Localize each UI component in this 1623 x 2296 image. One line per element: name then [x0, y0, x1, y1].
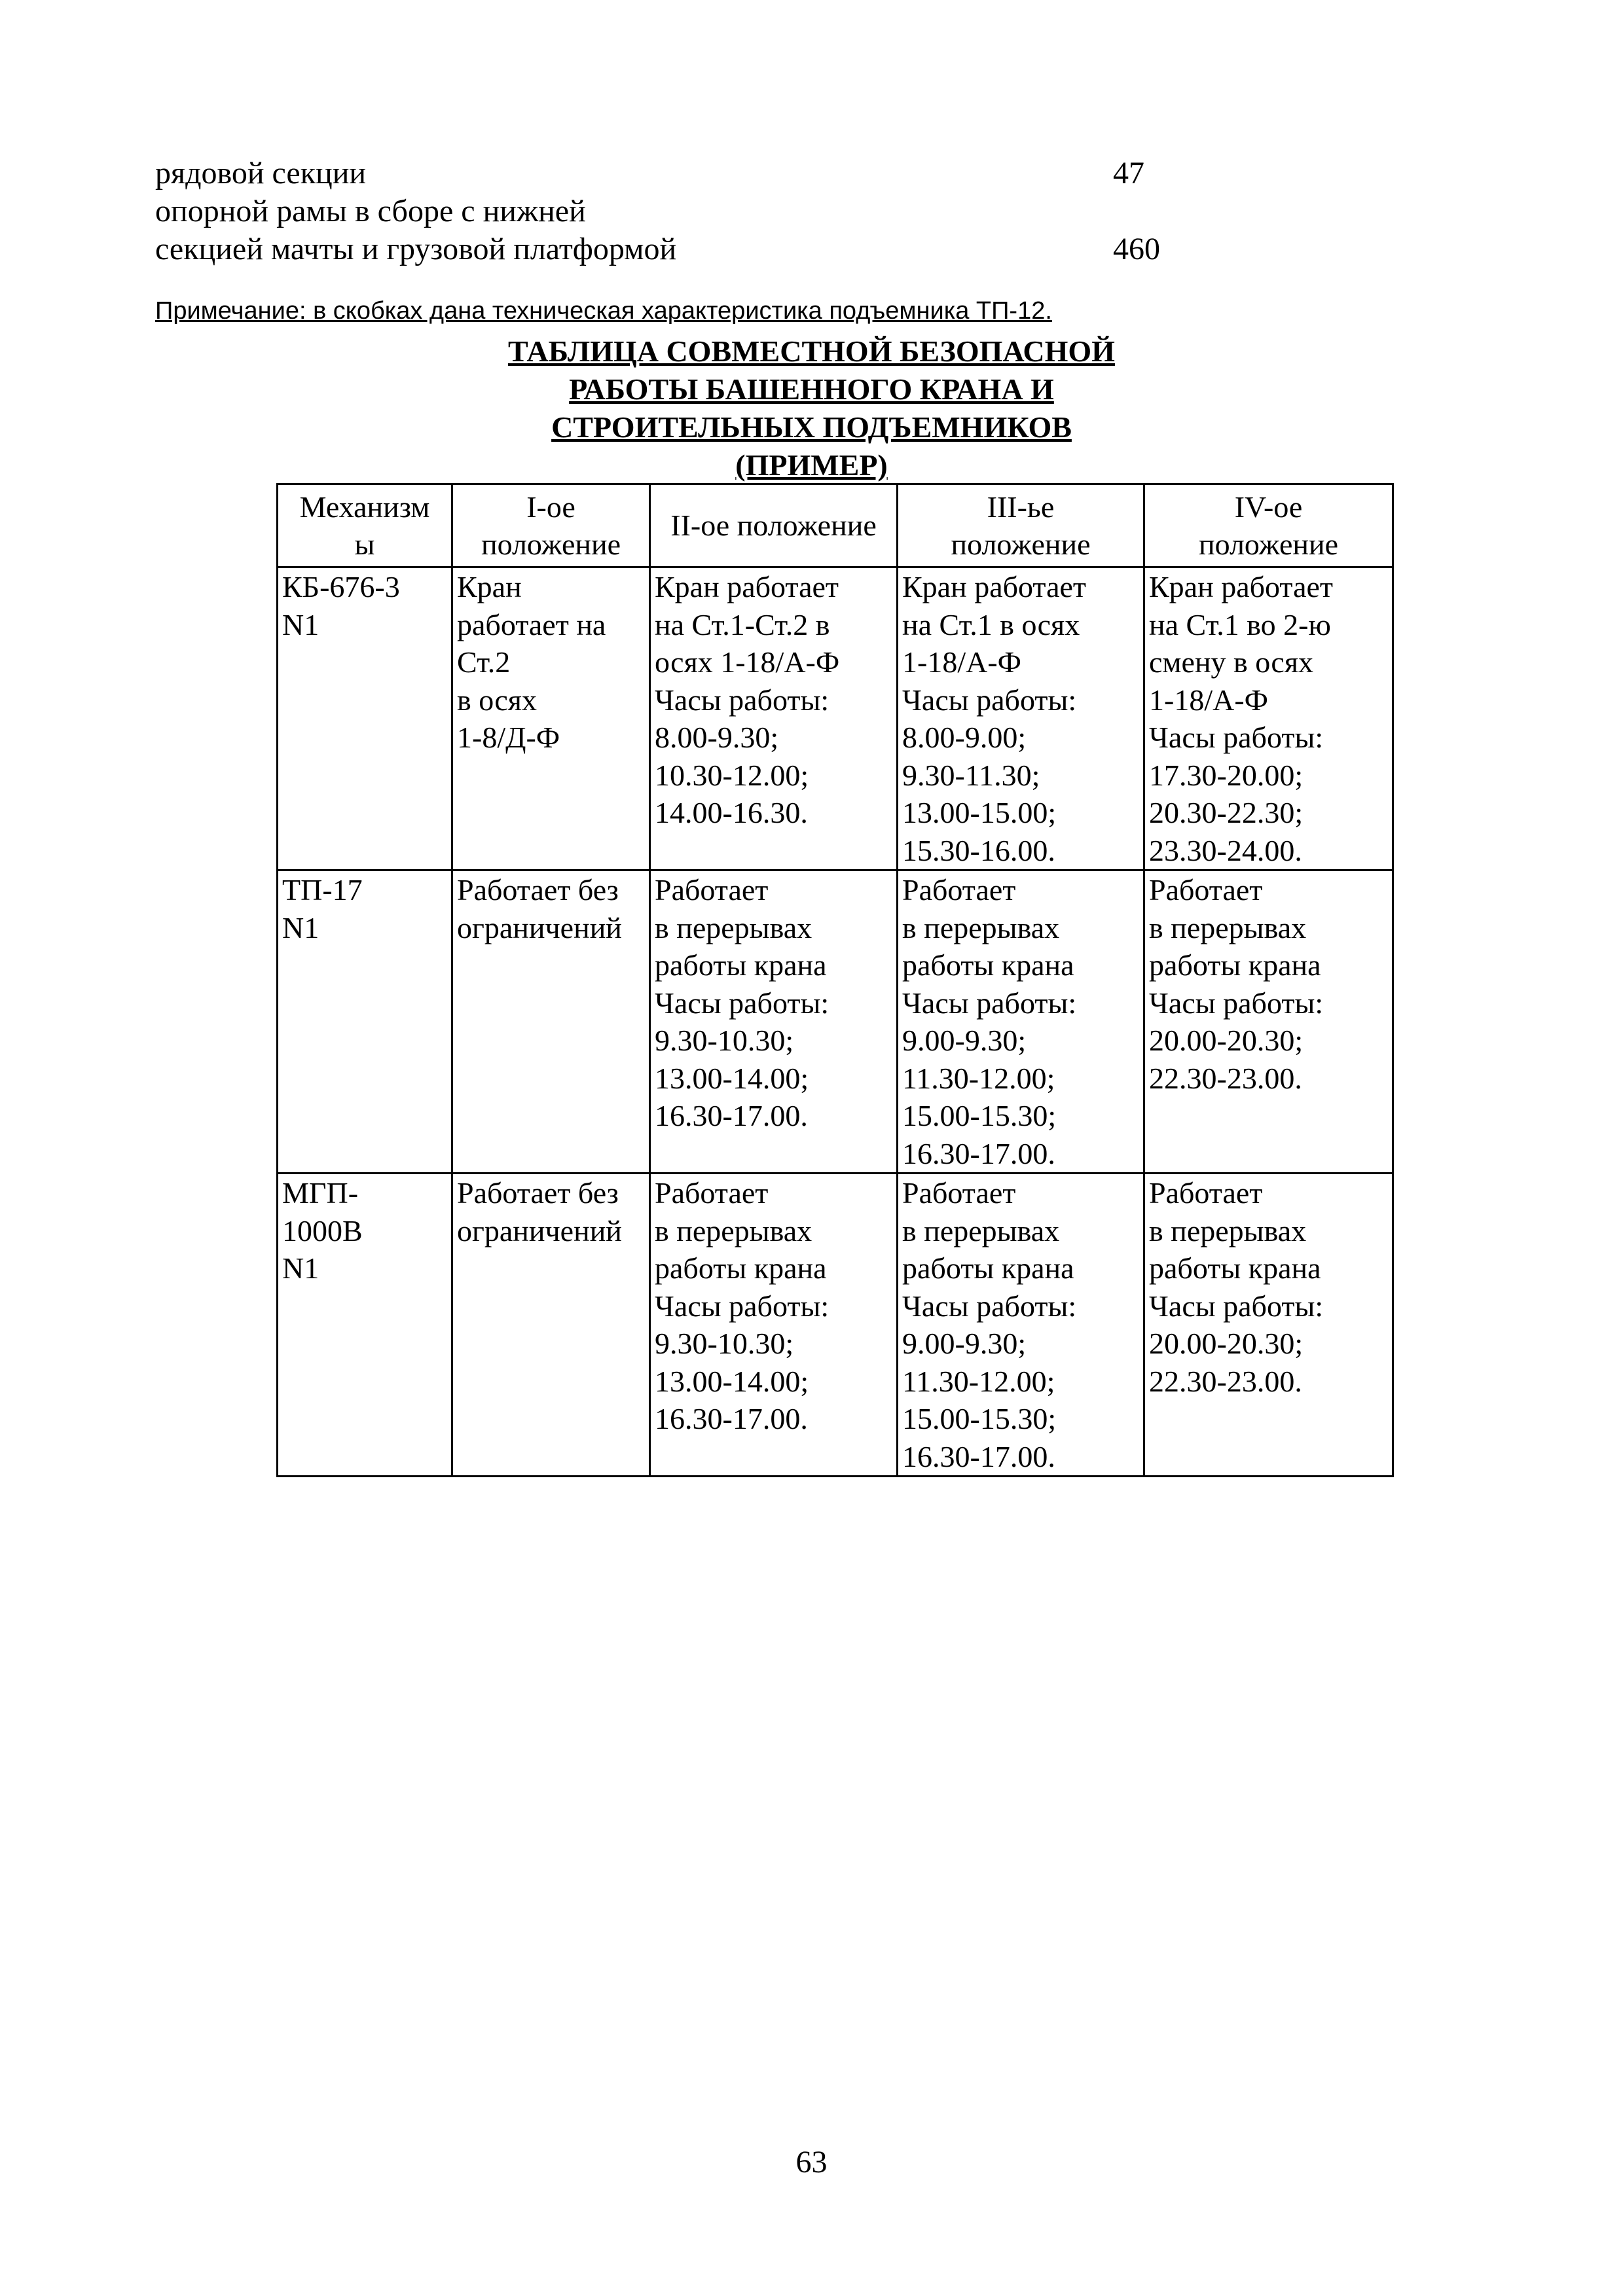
- cell-text: 13.00-15.00;: [902, 796, 1057, 829]
- cell-text: Работает: [655, 1176, 769, 1210]
- table-cell-position-1: [452, 567, 650, 870]
- table-cell-position-2: [650, 870, 898, 1174]
- cell-text: на Ст.1 в осях: [902, 607, 1080, 641]
- cell-text: в перерывах: [1149, 1213, 1307, 1247]
- cell-text: ограничений: [457, 910, 622, 944]
- table-cell-mechanism: [278, 870, 452, 1174]
- cell-text: 8.00-9.30;: [655, 721, 779, 754]
- cell-text: в перерывах: [902, 910, 1060, 944]
- cell-text: N1: [282, 607, 319, 641]
- cell-text: Часы работы:: [1149, 986, 1324, 1020]
- cell-text: Часы работы:: [902, 1289, 1077, 1323]
- cell-text: 1-18/А-Ф: [1149, 683, 1268, 717]
- cell-text: 11.30-12.00;: [902, 1061, 1055, 1095]
- cell-text: работы крана: [902, 948, 1074, 982]
- cell-text: 9.30-10.30;: [655, 1327, 794, 1360]
- cell-text: N1: [282, 1251, 319, 1285]
- cell-text: 15.00-15.30;: [902, 1099, 1057, 1132]
- cell-text: Работает: [902, 873, 1016, 906]
- cell-text: 15.00-15.30;: [902, 1402, 1057, 1435]
- table-row: [278, 870, 1393, 1174]
- cell-text: Кран: [457, 570, 522, 603]
- cell-text: N1: [282, 910, 319, 944]
- table-cell-mechanism: [278, 484, 452, 567]
- mass-item-value: 460: [1113, 232, 1160, 266]
- table-cell-position-1: [452, 484, 650, 567]
- cell-text: положение: [951, 528, 1091, 561]
- cell-text: 13.00-14.00;: [655, 1364, 809, 1398]
- table-row: [278, 1174, 1393, 1477]
- cell-text: на Ст.1-Ст.2 в: [655, 607, 830, 641]
- table-title-line: РАБОТЫ БАШЕННОГО КРАНА И: [569, 372, 1054, 406]
- cell-text: II-ое положение: [670, 509, 877, 543]
- cell-text: Работает: [1149, 873, 1263, 906]
- mass-item-value: 47: [1113, 156, 1144, 190]
- cell-text: III-ье: [987, 490, 1055, 524]
- cell-text: 14.00-16.30.: [655, 796, 808, 829]
- cell-text: в осях: [457, 683, 537, 717]
- table-cell-mechanism: [278, 1174, 452, 1477]
- table-cell-position-3: [898, 484, 1144, 567]
- cell-text: 9.00-9.30;: [902, 1024, 1027, 1057]
- cell-text: 10.30-12.00;: [655, 758, 809, 792]
- cell-text: работы крана: [655, 1251, 827, 1285]
- cell-text: осях 1-18/А-Ф: [655, 645, 840, 679]
- cell-text: 20.00-20.30;: [1149, 1327, 1304, 1360]
- cell-text: работы крана: [902, 1251, 1074, 1285]
- cell-text: Работает: [902, 1176, 1016, 1210]
- cell-text: Кран работает: [902, 570, 1087, 603]
- cell-text: Механизм: [299, 490, 430, 524]
- table-cell-position-4: [1144, 870, 1393, 1174]
- cell-text: смену в осях: [1149, 645, 1314, 679]
- cell-text: Работает без: [457, 873, 619, 906]
- cell-text: Часы работы:: [655, 986, 830, 1020]
- table-cell-position-4: [1144, 484, 1393, 567]
- cell-text: 13.00-14.00;: [655, 1061, 809, 1095]
- table-cell-position-4: [1144, 1174, 1393, 1477]
- note: Примечание: в скобках дана техническая характеристика подъемника ТП-12.: [155, 297, 1052, 325]
- cell-text: I-ое: [526, 490, 575, 524]
- cell-text: 16.30-17.00.: [655, 1402, 808, 1435]
- table-cell-position-2: [650, 1174, 898, 1477]
- cell-text: ы: [354, 528, 375, 561]
- cell-text: КБ-676-3: [282, 570, 400, 603]
- table-title-line: ТАБЛИЦА СОВМЕСТНОЙ БЕЗОПАСНОЙ: [508, 334, 1115, 368]
- cell-text: в перерывах: [655, 910, 812, 944]
- mass-item-label: секцией мачты и грузовой платформой: [155, 232, 677, 266]
- cell-text: Часы работы:: [655, 683, 830, 717]
- cell-text: Часы работы:: [1149, 721, 1324, 754]
- cell-text: в перерывах: [1149, 910, 1307, 944]
- cell-text: 1-8/Д-Ф: [457, 721, 560, 754]
- mass-item-label: опорной рамы в сборе с нижней: [155, 194, 586, 228]
- table-title-line: (ПРИМЕР): [735, 448, 888, 482]
- cell-text: работает на: [457, 607, 606, 641]
- cell-text: 8.00-9.00;: [902, 721, 1027, 754]
- table-title-line: СТРОИТЕЛЬНЫХ ПОДЪЕМНИКОВ: [551, 410, 1072, 444]
- table-row: [278, 567, 1393, 870]
- cell-text: Кран работает: [655, 570, 839, 603]
- cell-text: 11.30-12.00;: [902, 1364, 1055, 1398]
- table-cell-position-2: [650, 567, 898, 870]
- cell-text: работы крана: [1149, 948, 1321, 982]
- cell-text: 16.30-17.00.: [902, 1136, 1055, 1170]
- table-cell-position-1: [452, 870, 650, 1174]
- cell-text: 16.30-17.00.: [655, 1099, 808, 1132]
- table-cell-position-2: [650, 484, 898, 567]
- schedule-table: [276, 483, 1394, 1477]
- cell-text: 20.00-20.30;: [1149, 1024, 1304, 1057]
- cell-text: Кран работает: [1149, 570, 1334, 603]
- cell-text: Часы работы:: [1149, 1289, 1324, 1323]
- cell-text: на Ст.1 во 2-ю: [1149, 607, 1331, 641]
- cell-text: работы крана: [1149, 1251, 1321, 1285]
- table-header-row: [278, 484, 1393, 567]
- mass-item-label: рядовой секции: [155, 156, 367, 190]
- cell-text: Часы работы:: [655, 1289, 830, 1323]
- cell-text: 9.00-9.30;: [902, 1327, 1027, 1360]
- cell-text: МГП-: [282, 1176, 359, 1210]
- table-cell-position-3: [898, 567, 1144, 870]
- table-cell-position-1: [452, 1174, 650, 1477]
- cell-text: 23.30-24.00.: [1149, 833, 1302, 867]
- cell-text: Работает: [655, 873, 769, 906]
- cell-text: 15.30-16.00.: [902, 833, 1055, 867]
- table-cell-position-3: [898, 1174, 1144, 1477]
- cell-text: 22.30-23.00.: [1149, 1364, 1302, 1398]
- cell-text: в перерывах: [902, 1213, 1060, 1247]
- cell-text: Работает без: [457, 1176, 619, 1210]
- cell-text: Ст.2: [457, 645, 511, 679]
- cell-text: Часы работы:: [902, 986, 1077, 1020]
- cell-text: 9.30-10.30;: [655, 1024, 794, 1057]
- page-number: 63: [795, 2145, 828, 2179]
- cell-text: 9.30-11.30;: [902, 758, 1040, 792]
- cell-text: положение: [1198, 528, 1339, 561]
- cell-text: 1000В: [282, 1213, 363, 1247]
- cell-text: Часы работы:: [902, 683, 1077, 717]
- cell-text: 20.30-22.30;: [1149, 796, 1304, 829]
- cell-text: 16.30-17.00.: [902, 1439, 1055, 1473]
- cell-text: 17.30-20.00;: [1149, 758, 1304, 792]
- table-cell-mechanism: [278, 567, 452, 870]
- table-cell-position-3: [898, 870, 1144, 1174]
- cell-text: работы крана: [655, 948, 827, 982]
- cell-text: положение: [481, 528, 621, 561]
- cell-text: IV-ое: [1234, 490, 1303, 524]
- cell-text: ТП-17: [282, 873, 363, 906]
- cell-text: 22.30-23.00.: [1149, 1061, 1302, 1095]
- cell-text: Работает: [1149, 1176, 1263, 1210]
- table-cell-position-4: [1144, 567, 1393, 870]
- cell-text: в перерывах: [655, 1213, 812, 1247]
- cell-text: ограничений: [457, 1213, 622, 1247]
- cell-text: 1-18/А-Ф: [902, 645, 1021, 679]
